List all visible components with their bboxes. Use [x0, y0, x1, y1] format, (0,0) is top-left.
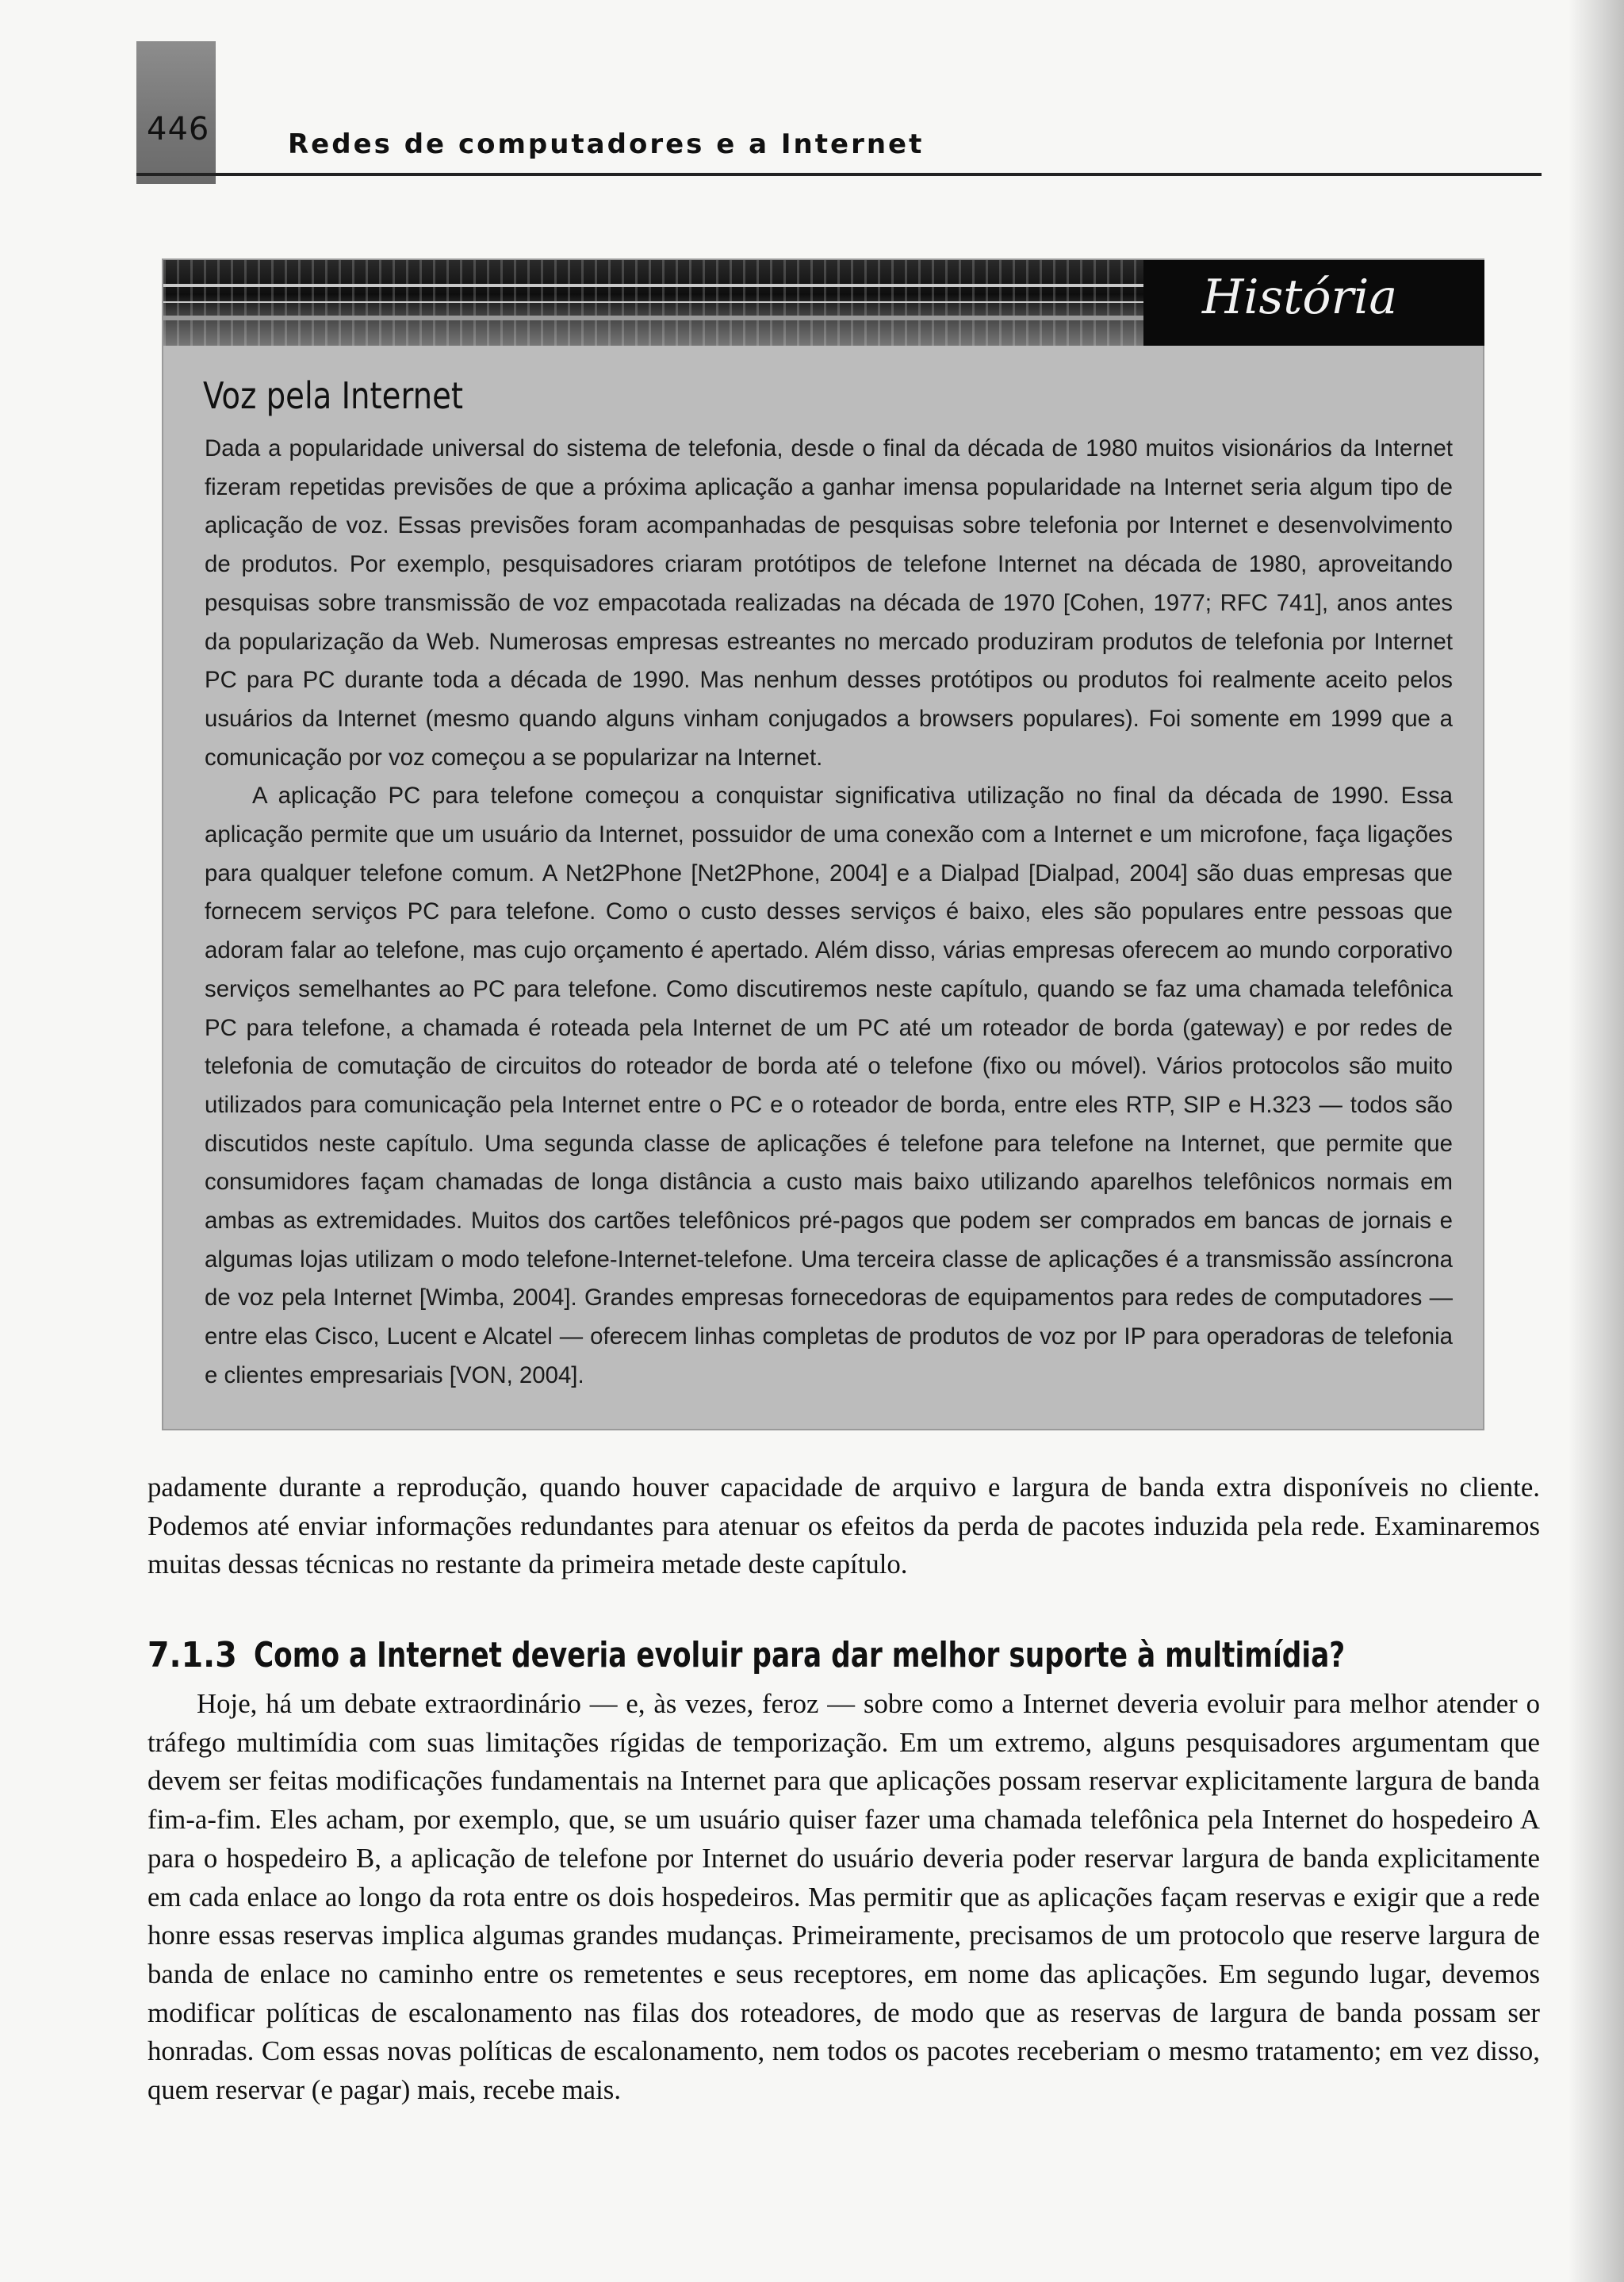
banner-cable [163, 316, 1143, 320]
body-paragraph: padamente durante a reprodução, quando houver capacidade de arquivo e largura de banda extra disponíveis no cliente. Podemos até enviar informações redundantes para atenuar os efeitos da perda de pacotes induzida pela rede. Examinaremos muitas dessas técnicas no restante da primeira metade deste capítulo. [147, 1472, 1540, 1580]
body-paragraph: Hoje, há um debate extraordinário — e, às vezes, feroz — sobre como a Internet deveria evoluir para melhor atender o tráfego multimídia com suas limitações rígidas de temporização. Em um extremo, alguns pesquisadores argumentam que devem ser feitas modificações fundamentais na Internet para que aplicações possam reservar explicitamente largura de banda fim-a-fim. Eles acham, por exemplo, que, se um usuário quiser fazer uma chamada telefônica pela Internet do hospedeiro A para o hospedeiro B, a aplicação de telefone por Internet do usuário deveria poder reservar largura de banda explicitamente em cada enlace ao longo da rota entre os dois hospedeiros. Mas permitir que as aplicações façam reservas e exigir que a rede honre essas reservas implica algumas grandes mudanças. Primeiramente, precisamos de um protocolo que reserve largura de banda de enlace no caminho entre os remetentes e seus receptores, em nome das aplicações. Em segundo lugar, devemos modificar políticas de escalonamento nas filas dos roteadores, de modo que as reservas de largura de banda possam ser honradas. Com essas novas políticas de escalonamento, nem todos os pacotes receberiam o mesmo tratamento; em vez disso, quem reservar (e pagar) mais, recebe mais. [147, 1688, 1540, 2106]
history-box-body [205, 430, 1453, 1396]
banner-cable [163, 284, 1143, 287]
history-box-title: Voz pela Internet [203, 374, 464, 417]
history-paragraph: A aplicação PC para telefone começou a conquistar significativa utilização no final da década de 1990. Essa aplicação permite que um usuário da Internet, possuidor de uma conexão com a Internet e um microfone, faça ligações para qualquer telefone comum. A Net2Phone [Net2Phone, 2004] e a Dialpad [Dialpad, 2004] são duas empresas que fornecem serviços PC para telefone. Como o custo desses serviços é baixo, eles são populares entre pessoas que adoram falar ao telefone, mas cujo orçamento é apertado. Além disso, várias empresas oferecem ao mundo corporativo serviços semelhantes ao PC para telefone. Como discutiremos neste capítulo, quando se faz uma chamada telefônica PC para telefone, a chamada é roteada pela Internet de um PC até um roteador de borda (gateway) e por redes de telefonia de comutação de circuitos do roteador de borda até o telefone (fixo ou móvel). Vários protocolos são muito utilizados para comunicação pela Internet entre o PC e o roteador de borda, entre eles RTP, SIP e H.323 — todos são discutidos neste capítulo. Uma segunda classe de aplicações é telefone para telefone na Internet, que permite que consumidores façam chamadas de longa distância a custo mais baixo utilizando aparelhos telefônicos normais em ambas as extremidades. Muitos dos cartões telefônicos pré-pagos que podem ser comprados em bancas de jornais e algumas lojas utilizam o modo telefone-Internet-telefone. Uma terceira classe de aplicações é a transmissão assíncrona de voz pela Internet [Wimba, 2004]. Grandes empresas fornecedoras de equipamentos para redes de computadores — entre elas Cisco, Lucent e Alcatel — oferecem linhas completas de produtos de voz por IP para operadoras de telefonia e clientes empresariais [VON, 2004]. [205, 783, 1453, 1388]
banner-label: História [1202, 270, 1398, 325]
banner-cable [163, 301, 1143, 303]
section-heading: Como a Internet deveria evoluir para dar melhor suporte à multimídia? [254, 1635, 1346, 1675]
history-paragraph: Dada a popularidade universal do sistema de telefonia, desde o final da década de 1980 muitos visionários da Internet fizeram repetidas previsões de que a próxima aplicação a ganhar imensa popularidade na Internet seria algum tipo de aplicação de voz. Essas previsões foram acompanhadas de pesquisas sobre telefonia por Internet e desenvolvimento de produtos. Por exemplo, pesquisadores criaram protótipos de telefone Internet na década de 1980, aproveitando pesquisas sobre transmissão de voz empacotada realizadas na década de 1970 [Cohen, 1977; RFC 741], anos antes da popularização da Web. Numerosas empresas estreantes no mercado produziram produtos de telefonia por Internet PC para PC durante toda a década de 1990. Mas nenhum desses protótipos ou produtos foi realmente aceito pelos usuários da Internet (mesmo quando alguns vinham conjugados a browsers populares). Foi somente em 1999 que a comunicação por voz começou a se popularizar na Internet. [205, 435, 1453, 771]
page-number: 446 [147, 111, 210, 147]
running-title: Redes de computadores e a Internet [288, 128, 925, 160]
section-number: 7.1.3 [147, 1635, 237, 1675]
history-box [162, 258, 1484, 1430]
banner-photo [163, 260, 1143, 346]
page-edge-shadow [1568, 0, 1624, 2282]
header-rule [136, 173, 1542, 176]
